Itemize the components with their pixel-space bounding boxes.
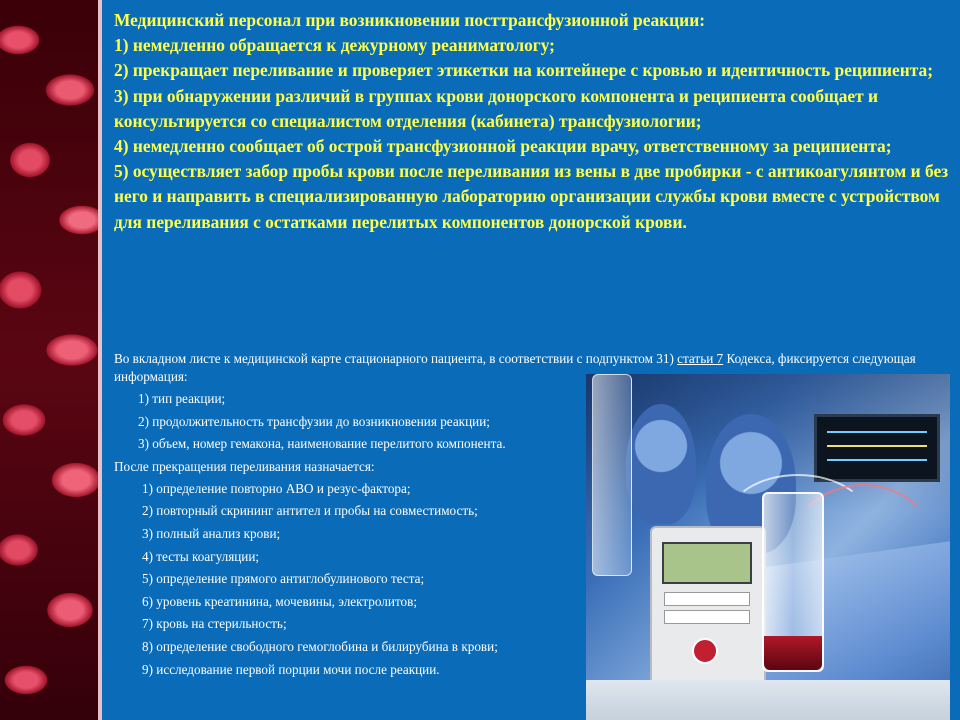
operating-room-photo (586, 374, 950, 720)
heading-line: 2) прекращает переливание и проверяет этикетки на контейнере с кровью и идентичность реципиента; (114, 60, 933, 81)
list-item: 2) повторный скрининг антител и пробы на совместимость; (142, 503, 478, 519)
surgeon-figure (626, 404, 696, 524)
heading-line: 5) осуществляет забор пробы крови после переливания из вены в две пробирки - с антикоагулянтом и без него и направить в специализированную лабораторию организации службы крови вместе с устройством для переливания с остатками перелитых компонентов донорской крови. (114, 161, 949, 232)
list-item: 1) тип реакции; (138, 391, 226, 406)
list-item: 3) объем, номер гемакона, наименование перелитого компонента. (138, 436, 506, 452)
intro-after: Кодекса, фиксируется следующая информация: (114, 351, 916, 384)
iv-bag-icon (592, 374, 632, 576)
list-item: 3) полный анализ крови; (142, 525, 281, 541)
blood-cells-decoration (0, 0, 102, 720)
list-item: 4) тесты коагуляции; (142, 548, 260, 564)
heading-line: Медицинский персонал при возникновении посттрансфузионной реакции: (114, 10, 706, 30)
list-item: 1) определение повторно АВО и резус-фактора; (142, 480, 411, 496)
heading-line: 3) при обнаружении различий в группах крови донорского компонента и реципиента сообщает и консультируется со специалистом отделения (кабинета) трансфузиологии; (114, 85, 879, 131)
list-item: 9) исследование первой порции мочи после реакции. (142, 661, 440, 677)
list-item: 5) определение прямого антиглобулинового теста; (142, 571, 425, 587)
blood-canister-icon (762, 492, 824, 672)
list-item: 7) кровь на стерильность; (142, 616, 287, 632)
intro-before: Во вкладном листе к медицинской карте стационарного пациента, в соответствии с подпунктом 31) (114, 351, 678, 366)
heading-line: 1) немедленно обращается к дежурному реаниматологу; (114, 35, 555, 56)
after-stop-title: После прекращения переливания назначается: (114, 458, 375, 474)
reaction-steps-heading (114, 8, 950, 235)
list-item: 6) уровень креатинина, мочевины, электролитов; (142, 593, 418, 609)
heading-line: 4) немедленно сообщает об острой трансфузионной реакции врачу, ответственному за реципиента; (114, 136, 892, 157)
monitor-icon (814, 414, 940, 482)
list-item: 8) определение свободного гемоглобина и билирубина в крови; (142, 638, 498, 654)
table-surface (586, 680, 950, 720)
article-link[interactable]: статьи 7 (677, 351, 724, 366)
list-item: 2) продолжительность трансфузии до возникновения реакции; (138, 413, 490, 429)
infusion-device-icon (650, 526, 766, 690)
